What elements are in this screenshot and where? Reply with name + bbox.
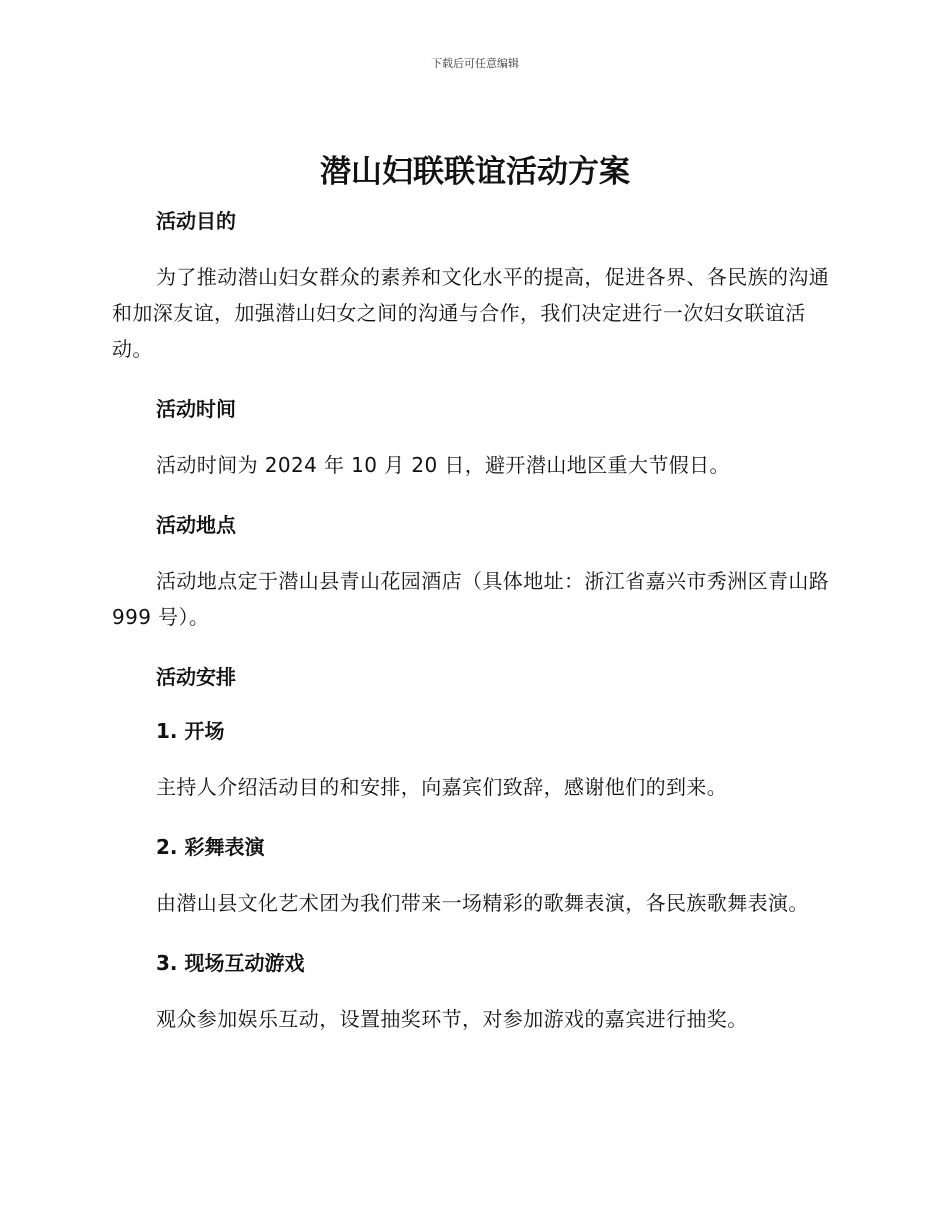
section-heading-location: 活动地点 [156, 513, 236, 537]
paragraph-purpose: 为了推动潜山妇女群众的素养和文化水平的提高，促进各界、各民族的沟通和加深友谊，加强潜山妇女之间的沟通与合作，我们决定进行一次妇女联谊活动。 [112, 265, 830, 361]
section-heading-purpose: 活动目的 [156, 209, 236, 233]
paragraph-time: 活动时间为 2024 年 10 月 20 日，避开潜山地区重大节假日。 [156, 453, 730, 477]
subheading-games: 3. 现场互动游戏 [156, 951, 305, 975]
document-body [112, 205, 832, 1037]
document-title: 潜山妇联联谊活动方案 [320, 154, 630, 190]
paragraph-dance: 由潜山县文化艺术团为我们带来一场精彩的歌舞表演，各民族歌舞表演。 [156, 891, 809, 915]
paragraph-location: 活动地点定于潜山县青山花园酒店（具体地址：浙江省嘉兴市秀洲区青山路 999 号）。 [112, 569, 830, 629]
section-heading-arrangement: 活动安排 [156, 665, 236, 689]
subheading-opening: 1. 开场 [156, 719, 225, 743]
page-header-note: 下载后可任意编辑 [431, 57, 519, 70]
paragraph-games: 观众参加娱乐互动，设置抽奖环节，对参加游戏的嘉宾进行抽奖。 [156, 1007, 748, 1031]
subheading-dance: 2. 彩舞表演 [156, 835, 265, 859]
section-heading-time: 活动时间 [156, 397, 236, 421]
paragraph-opening: 主持人介绍活动目的和安排，向嘉宾们致辞，感谢他们的到来。 [156, 775, 728, 799]
